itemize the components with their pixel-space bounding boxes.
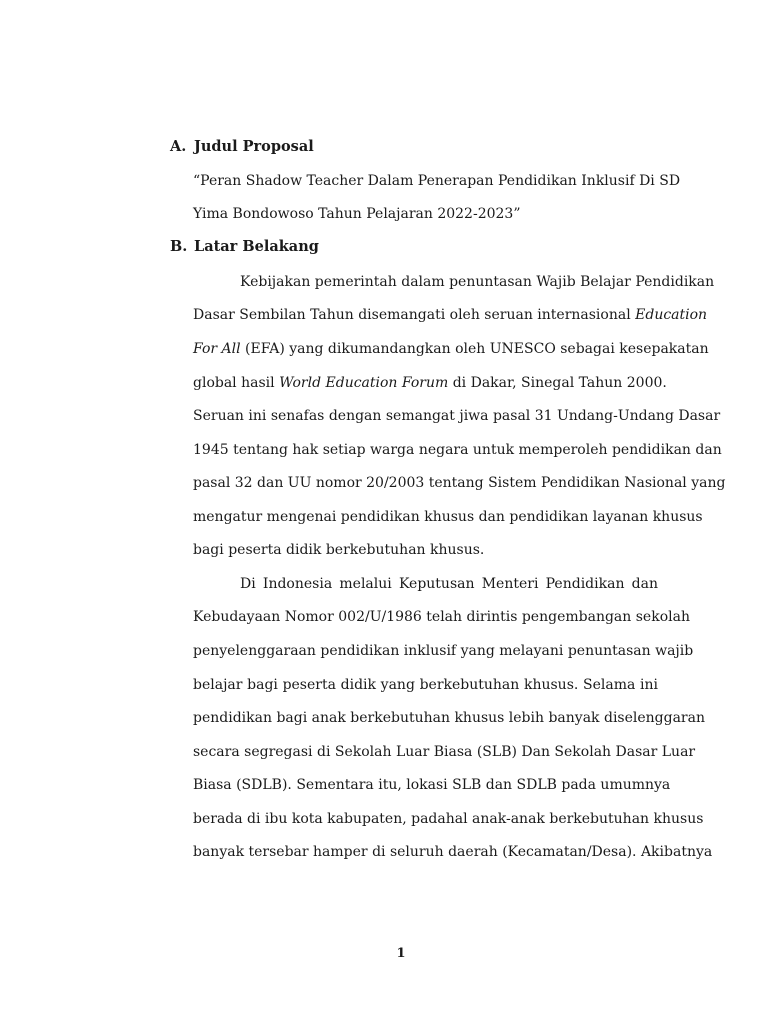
paragraph-2-line-1: Di Indonesia melalui Keputusan Menteri Pendidikan dan — [240, 576, 658, 592]
paragraph-1-line-4 — [193, 373, 667, 393]
paragraph-1-line-3 — [193, 339, 709, 359]
paragraph-2-line-9: banyak tersebar hamper di seluruh daerah (Kecamatan/Desa). Akibatnya — [193, 844, 713, 860]
paragraph-1-line-3-text: (EFA) yang dikumandangkan oleh UNESCO sebagai kesepakatan — [240, 341, 709, 357]
paragraph-1-line-2-text: Dasar Sembilan Tahun disemangati oleh seruan internasional — [193, 307, 636, 323]
paragraph-2-line-8: berada di ibu kota kabupaten, padahal anak-anak berkebutuhan khusus — [193, 811, 704, 827]
paragraph-1-line-2-italic: Education — [635, 307, 708, 323]
section-a-letter: A. — [170, 138, 187, 155]
section-b-heading — [170, 237, 319, 257]
paragraph-2-line-6: secara segregasi di Sekolah Luar Biasa (SLB) Dan Sekolah Dasar Luar — [193, 744, 696, 760]
paragraph-1-line-2 — [193, 305, 708, 325]
paragraph-1-line-5: Seruan ini senafas dengan semangat jiwa pasal 31 Undang-Undang Dasar — [193, 408, 721, 424]
paragraph-1-line-4-text-a: global hasil — [193, 375, 280, 391]
section-a-title: Judul Proposal — [194, 138, 314, 155]
paragraph-1-line-9: bagi peserta didik berkebutuhan khusus. — [193, 542, 485, 558]
paragraph-1-line-1: Kebijakan pemerintah dalam penuntasan Wajib Belajar Pendidikan — [240, 274, 715, 290]
proposal-title-line-2: Yima Bondowoso Tahun Pelajaran 2022-2023” — [193, 206, 521, 222]
section-b-title: Latar Belakang — [194, 238, 319, 255]
page-number: 1 — [396, 946, 406, 961]
proposal-title-line-1: “Peran Shadow Teacher Dalam Penerapan Pendidikan Inklusif Di SD — [193, 173, 681, 189]
paragraph-1-line-4-text-c: di Dakar, Sinegal Tahun 2000. — [448, 375, 667, 391]
paragraph-2-line-3: penyelenggaraan pendidikan inklusif yang melayani penuntasan wajib — [193, 643, 694, 659]
paragraph-1-line-6: 1945 tentang hak setiap warga negara untuk memperoleh pendidikan dan — [193, 442, 722, 458]
paragraph-2-line-2: Kebudayaan Nomor 002/U/1986 telah dirintis pengembangan sekolah — [193, 609, 690, 625]
section-a-heading — [170, 137, 314, 157]
section-b-letter: B. — [170, 238, 188, 255]
paragraph-1-line-8: mengatur mengenai pendidikan khusus dan pendidikan layanan khusus — [193, 509, 703, 525]
paragraph-1-line-7: pasal 32 dan UU nomor 20/2003 tentang Sistem Pendidikan Nasional yang — [193, 475, 726, 491]
paragraph-2-line-4: belajar bagi peserta didik yang berkebutuhan khusus. Selama ini — [193, 677, 658, 693]
paragraph-2-line-5: pendidikan bagi anak berkebutuhan khusus lebih banyak diselenggaran — [193, 710, 705, 726]
paragraph-1-line-3-italic: For All — [193, 341, 241, 357]
paragraph-1-line-4-italic: World Education Forum — [279, 375, 449, 391]
paragraph-2-line-7: Biasa (SDLB). Sementara itu, lokasi SLB dan SDLB pada umumnya — [193, 777, 671, 793]
